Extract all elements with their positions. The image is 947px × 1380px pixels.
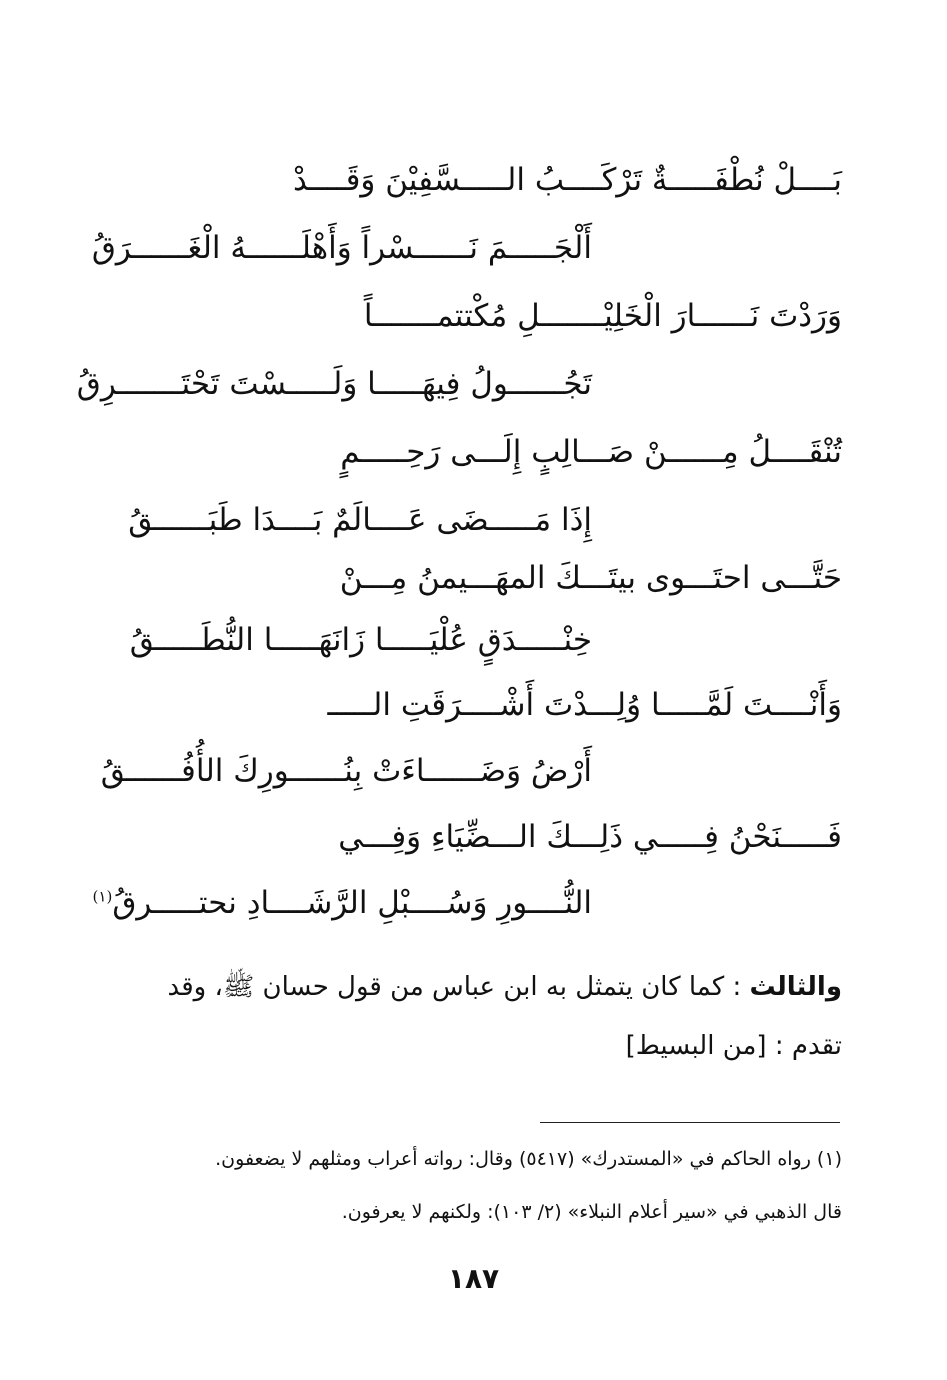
verse-line-10: أَرْضُ وَضَــــــاءَتْ بِنُــــــورِكَ الأُفُــــــقُ (100, 753, 592, 789)
page-number: ١٨٧ (447, 1262, 500, 1295)
verse-line-1: بَــــلْ نُطْفَـــــةٌ تَرْكَــــبُ الـــــسَّفِيْنَ وَقَــــدْ (292, 162, 842, 198)
verse-line-4: تَجُــــــولُ فِيهَـــــا وَلَـــــسْتَ تَحْتَـــــــرِقُ (76, 366, 592, 402)
verse-line-5: تُنْقَــــلُ مِــــــنْ صَـــالِبٍ إِلَـــى رَحِـــــمٍ (340, 434, 842, 470)
verse-line-9: وَأَنْــــتَ لَمَّـــــا وُلِـــدْتَ أَشْــــرَقَتِ الـــــ (327, 687, 842, 723)
verse-line-6: إِذَا مَـــــضَى عَــــالَمٌ بَــــدَا طَبَــــــقُ (128, 502, 592, 538)
verse-line-7: حَتَّـــى احتَـــوى بيتَـــكَ المهَـــيمنُ مِـــنْ (339, 560, 842, 596)
footnote-line-1: (١) رواه الحاكم في «المستدرك» (٥٤١٧) وقال: رواته أعراب ومثلهم لا يضعفون. (215, 1148, 842, 1170)
footnote-marker: (١) (92, 887, 113, 906)
footnote-divider (540, 1122, 840, 1123)
section-lead: والثالث (749, 972, 842, 1002)
verse-line-3: وَرَدْتَ نَــــــارَ الْخَلِيْـــــــلِ مُكْتتمـــــــاً (363, 298, 842, 334)
prose-line-1 (168, 974, 842, 1000)
prose-line-2: تقدم : [من البسيط] (625, 1031, 842, 1061)
prose-line-1-rest: : كما كان يتمثل به ابن عباس من قول حسان ﷺ، وقد (167, 972, 742, 1002)
verse-line-12-text: النُّــــورِ وَسُــــبْلِ الرَّشَــــادِ نحتـــــرقُ (112, 885, 592, 921)
verse-line-11: فَـــــنَحْنُ فِـــــي ذَلِـــكَ الـــضِّيَاءِ وَفِـــي (338, 819, 842, 855)
verse-line-8: خِنْـــــدَقٍ عُلْيَـــــا زَانَهَـــــا النُّطَـــــقُ (129, 622, 592, 658)
verse-line-2: أَلْجَـــــمَ نَــــــسْراً وَأَهْلَــــــهُ الْغَــــــرَقُ (91, 230, 592, 266)
verse-line-12 (92, 885, 592, 921)
footnote-line-2: قال الذهبي في «سير أعلام النبلاء» (٢/ ١٠٣): ولكنهم لا يعرفون. (341, 1201, 842, 1223)
